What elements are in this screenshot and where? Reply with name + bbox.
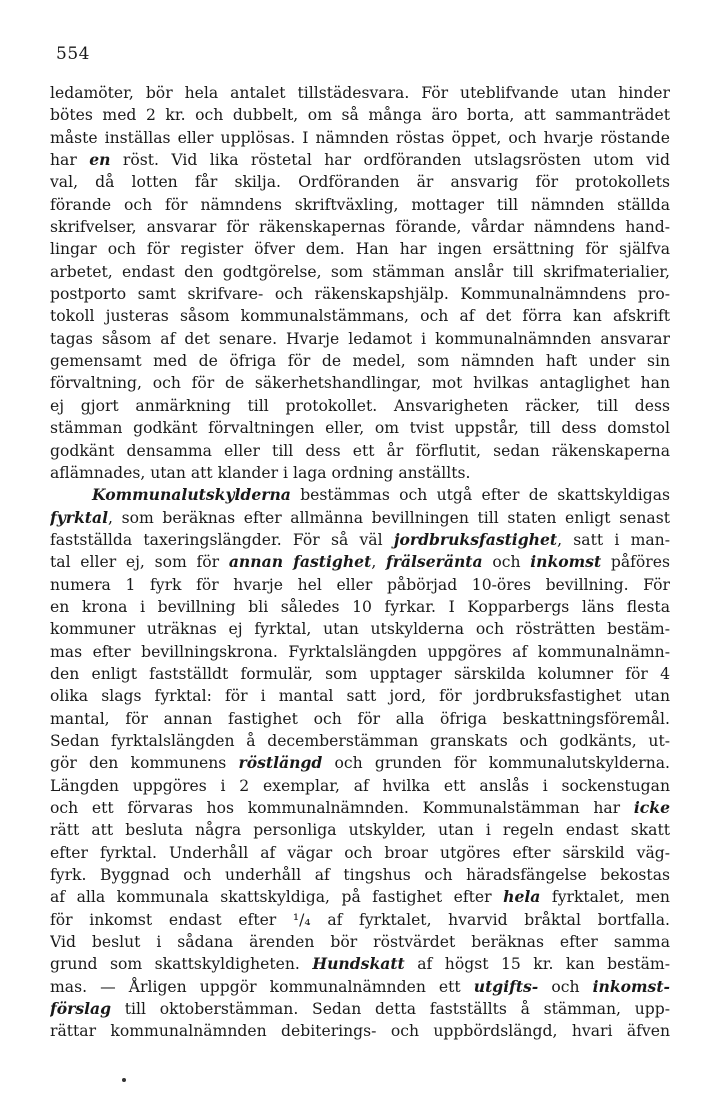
text-run: ledamöter, bör hela antalet tillstädesvara. För uteblifvande utan hinder	[50, 84, 670, 102]
emphasized-term: en	[89, 150, 111, 170]
text-run: röst. Vid lika röstetal har ordföranden utslagsrösten utom vid	[110, 151, 670, 170]
text-line	[50, 417, 670, 439]
text-run: och ett förvaras hos kommunalnämnden. Kommunalstämman har	[50, 799, 634, 817]
text-run: och	[482, 553, 531, 572]
emphasized-term: inkomst	[530, 552, 602, 572]
text-line	[50, 886, 670, 908]
text-run: mas. — Årligen uppgör kommunalnämnden ett	[50, 977, 474, 996]
text-run: fyrktalet, men	[540, 888, 670, 907]
body-text	[50, 82, 670, 1043]
text-line	[50, 149, 670, 171]
emphasized-term: annan fastighet	[228, 552, 372, 572]
text-line	[50, 842, 670, 864]
text-run: mas efter bevillningskrona. Fyrktalslängden uppgöres af kommunalnämn-	[50, 642, 670, 661]
text-line	[50, 641, 670, 663]
text-run: tagas såsom af det senare. Hvarje ledamot i kommunalnämnden ansvarar	[50, 329, 670, 348]
text-run: arbetet, endast den godtgörelse, som stämman anslår till skrifmaterialier,	[50, 262, 670, 281]
text-run: af högst 15 kr. kan bestäm-	[404, 955, 670, 974]
text-line	[50, 82, 670, 104]
text-run: och grunden för kommunalutskylderna.	[322, 754, 670, 773]
text-run: efter fyrktal. Underhåll af vägar och broar utgöres efter särskild väg-	[50, 843, 670, 862]
text-line	[50, 909, 670, 931]
text-line	[50, 618, 670, 640]
text-line	[50, 216, 670, 238]
text-line	[50, 462, 670, 484]
emphasized-term: inkomst-	[592, 976, 670, 996]
text-line	[50, 596, 670, 618]
text-line	[50, 171, 670, 193]
text-run: tokoll justeras såsom kommunalstämmans, och af det förra kan afskrift	[50, 307, 670, 326]
text-run: numera 1 fyrk för hvarje hel eller påbörjad 10-öres bevillning. För	[50, 575, 670, 594]
text-run: bestämmas och utgå efter de skattskyldigas	[290, 486, 670, 505]
text-run: har	[50, 151, 90, 170]
text-run: lingar och för register öfver dem. Han har ingen ersättning för själfva	[50, 240, 670, 259]
text-run: gemensamt med de öfriga för de medel, som nämnden haft under sin	[50, 352, 670, 371]
text-run: Längden uppgöres i 2 exemplar, af hvilka ett anslås i sockenstugan	[50, 776, 670, 795]
text-run: postporto samt skrifvare- och räkenskapshjälp. Kommunalnämndens pro-	[50, 285, 670, 304]
text-run: Sedan fyrktalslängden å decemberstämman granskats och godkänts, ut-	[50, 731, 670, 750]
emphasized-term: Kommunalutskylderna	[92, 485, 291, 505]
text-run: måste inställas eller upplösas. I nämnden röstas öppet, och hvarje röstande	[50, 128, 670, 147]
text-line	[50, 551, 670, 573]
text-run: olika slags fyrktal: för i mantal satt jord, för jordbruksfastighet utan	[50, 687, 670, 706]
text-run: , som beräknas efter allmänna bevillningen till staten enligt senast	[108, 508, 670, 527]
text-run: rättar kommunalnämnden debiterings- och uppbördslängd, hvari äfven	[50, 1022, 670, 1041]
text-line	[50, 976, 670, 998]
text-line	[50, 998, 670, 1020]
text-run: för inkomst endast efter ¹/₄ af fyrktalet, hvarvid bråktal bortfalla.	[50, 910, 670, 929]
text-line	[50, 797, 670, 819]
text-line	[50, 663, 670, 685]
text-line	[50, 730, 670, 752]
ink-speck	[122, 1078, 126, 1082]
text-run: kommuner uträknas ej fyrktal, utan utskylderna och rösträtten bestäm-	[50, 620, 670, 639]
emphasized-term: jordbruksfastighet	[393, 529, 558, 549]
text-run: grund som skattskyldigheten.	[50, 955, 313, 974]
text-line	[50, 261, 670, 283]
text-run: rätt att besluta några personliga utskylder, utan i regeln endast skatt	[50, 821, 670, 840]
page-number: 554	[56, 44, 90, 64]
text-line	[50, 484, 670, 506]
text-line	[50, 350, 670, 372]
text-run: tal eller ej, som för	[50, 553, 229, 572]
text-line	[50, 574, 670, 596]
text-line	[50, 395, 670, 417]
text-run: fastställda taxeringslängder. För så väl	[50, 530, 394, 549]
emphasized-term: hela	[503, 887, 541, 907]
text-run: och	[538, 977, 593, 996]
text-run: en krona i bevillning bli således 10 fyrkar. I Kopparbergs läns flesta	[50, 597, 670, 616]
text-run: påföres	[601, 553, 670, 572]
text-line	[50, 529, 670, 551]
text-run: gör den kommunens	[50, 754, 239, 773]
text-run: val, då lotten får skilja. Ordföranden är ansvarig för protokollets	[50, 173, 670, 192]
text-run: fyrk. Byggnad och underhåll af tingshus och häradsfängelse bekostas	[50, 866, 670, 885]
emphasized-term: icke	[633, 798, 670, 817]
text-run: , satt i man-	[557, 530, 670, 549]
text-run: skrifvelser, ansvarar för räkenskapernas förande, vårdar nämndens hand-	[50, 218, 670, 237]
text-run: ,	[371, 553, 386, 572]
text-line	[50, 931, 670, 953]
text-line	[50, 328, 670, 350]
text-line	[50, 194, 670, 216]
emphasized-term: förslag	[50, 999, 112, 1019]
text-run: mantal, för annan fastighet och för alla öfriga beskattningsföremål.	[50, 709, 670, 728]
emphasized-term: frälseränta	[385, 552, 483, 572]
text-line	[50, 953, 670, 975]
text-run: ej gjort anmärkning till protokollet. Ansvarigheten räcker, till dess	[50, 396, 670, 415]
text-run: den enligt fastställdt formulär, som upptager särskilda kolumner för 4	[50, 664, 670, 683]
text-line	[50, 685, 670, 707]
emphasized-term: Hundskatt	[312, 954, 405, 974]
text-line	[50, 775, 670, 797]
text-line	[50, 864, 670, 886]
text-line	[50, 305, 670, 327]
text-line	[50, 440, 670, 462]
text-run: förvaltning, och för de säkerhetshandlingar, mot hvilkas antaglighet han	[50, 374, 670, 393]
text-line	[50, 372, 670, 394]
text-line	[50, 708, 670, 730]
text-line	[50, 238, 670, 260]
text-run: till oktoberstämman. Sedan detta fastställts å stämman, upp-	[111, 1000, 670, 1019]
text-run: förande och för nämndens skriftväxling, mottager till nämnden ställda	[50, 195, 670, 214]
emphasized-term: röstlängd	[238, 753, 323, 773]
text-run: aflämnades, utan att klander i laga ordning anställts.	[50, 463, 471, 482]
text-run: bötes med 2 kr. och dubbelt, om så många äro borta, att sammanträdet	[50, 106, 670, 125]
text-run: godkänt densamma eller till dess ett år förflutit, sedan räkenskaperna	[50, 441, 670, 460]
text-line	[50, 507, 670, 529]
emphasized-term: utgifts-	[473, 976, 539, 996]
text-line	[50, 752, 670, 774]
text-line	[50, 819, 670, 841]
text-run: Vid beslut i sådana ärenden bör röstvärdet beräknas efter samma	[50, 933, 670, 952]
text-line	[50, 104, 670, 126]
text-run: stämman godkänt förvaltningen eller, om tvist uppstår, till dess domstol	[50, 419, 670, 438]
text-line	[50, 1020, 670, 1042]
emphasized-term: fyrktal	[50, 507, 109, 527]
text-line	[50, 283, 670, 305]
text-line	[50, 127, 670, 149]
text-run: af alla kommunala skattskyldiga, på fastighet efter	[50, 888, 504, 907]
